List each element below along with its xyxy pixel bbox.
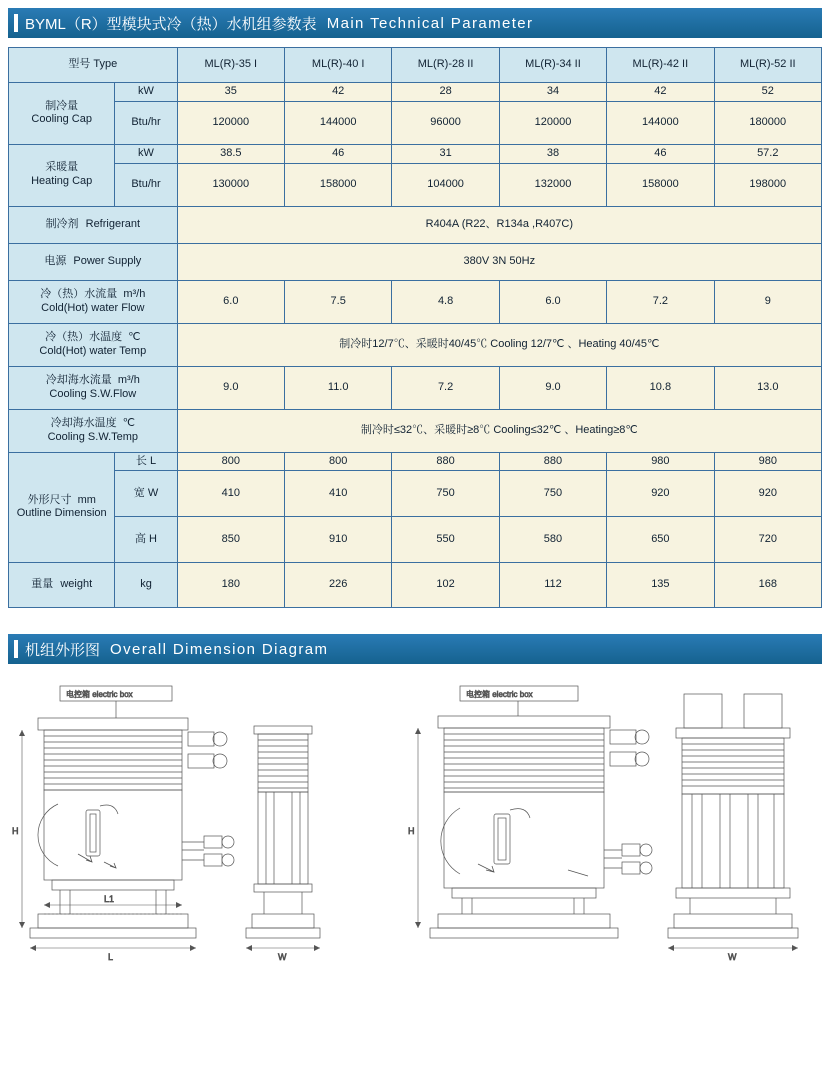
row-label-cooling-cap [9, 83, 115, 145]
cell-value: 11.0 [285, 366, 392, 409]
table-header-row [9, 48, 822, 83]
cell-value: 120000 [177, 101, 284, 144]
row-label-en: Cooling S.W.Flow [49, 387, 137, 400]
cell-value: 104000 [392, 163, 499, 206]
row-label-cn: 冷却海水温度 [50, 416, 117, 429]
row-label-en: Cold(Hot) water Flow [41, 301, 145, 314]
cell-value: 180000 [714, 101, 821, 144]
table-row [9, 366, 822, 409]
table-row [9, 409, 822, 452]
cell-value: 850 [177, 517, 284, 563]
accent-tick [14, 14, 18, 32]
cell-value: 57.2 [714, 144, 821, 163]
row-label-unit: m³/h [123, 287, 146, 300]
row-unit-length: 长 L [115, 452, 177, 471]
row-label-outline-dimension [9, 452, 115, 563]
row-unit-kw: kW [115, 83, 177, 102]
dim-h-right: H [408, 826, 415, 837]
row-label-cn: 电源 [44, 254, 67, 267]
spec-title-cn: BYML（R）型模块式冷（热）水机组参数表 [25, 15, 317, 33]
row-label-en: Heating Cap [31, 175, 93, 188]
cell-value: 180 [177, 563, 284, 608]
row-label-en: Cold(Hot) water Temp [39, 344, 147, 357]
cell-value: 168 [714, 563, 821, 608]
table-row [9, 280, 822, 323]
cell-value: 550 [392, 517, 499, 563]
table-row [9, 163, 822, 206]
cell-value: 96000 [392, 101, 499, 144]
cell-value: 580 [499, 517, 606, 563]
diagram-title-cn: 机组外形图 [25, 641, 101, 659]
cell-value: 112 [499, 563, 606, 608]
cell-value: 10.8 [607, 366, 714, 409]
document-page [0, 8, 830, 1072]
cell-value: 980 [714, 452, 821, 471]
cell-value: 9 [714, 280, 821, 323]
cell-value: 880 [392, 452, 499, 471]
row-label-water-flow [9, 280, 178, 323]
accent-tick [14, 640, 18, 658]
row-label-heating-cap [9, 144, 115, 206]
row-label-weight [9, 563, 115, 608]
cell-value: 13.0 [714, 366, 821, 409]
row-label-en: Cooling Cap [31, 113, 92, 126]
cell-value: 800 [177, 452, 284, 471]
row-label-cn: 外形尺寸 [27, 493, 72, 506]
cell-value: 46 [607, 144, 714, 163]
cell-power-value: 380V 3N 50Hz [177, 243, 821, 280]
row-label-unit: ℃ [128, 330, 141, 343]
row-unit-kw: kW [115, 144, 177, 163]
diagram-svg [8, 674, 822, 964]
header-model-3: ML(R)-28 II [392, 48, 499, 83]
cell-value: 34 [499, 83, 606, 102]
cell-value: 144000 [607, 101, 714, 144]
cell-value: 158000 [607, 163, 714, 206]
row-label-cn: 制冷剂 [45, 217, 79, 230]
cell-value: 120000 [499, 101, 606, 144]
dim-l-left: L [108, 952, 114, 963]
cell-value: 38 [499, 144, 606, 163]
specification-table [8, 47, 822, 608]
cell-value: 132000 [499, 163, 606, 206]
cell-value: 650 [607, 517, 714, 563]
row-label-sw-temp [9, 409, 178, 452]
cell-value: 910 [285, 517, 392, 563]
row-label-en: Refrigerant [85, 217, 141, 230]
cell-value: 38.5 [177, 144, 284, 163]
table-row [9, 144, 822, 163]
cell-value: 226 [285, 563, 392, 608]
cell-value: 7.2 [607, 280, 714, 323]
row-unit-height: 高 H [115, 517, 177, 563]
cell-value: 7.5 [285, 280, 392, 323]
header-model-5: ML(R)-42 II [607, 48, 714, 83]
cell-value: 920 [607, 471, 714, 517]
dim-w-left: W [278, 952, 287, 963]
table-row [9, 83, 822, 102]
row-label-cn: 冷（热）水温度 [45, 330, 123, 343]
table-row [9, 323, 822, 366]
table-row [9, 471, 822, 517]
table-row [9, 452, 822, 471]
row-label-unit: mm [77, 493, 96, 506]
cell-value: 102 [392, 563, 499, 608]
row-unit-btu: Btu/hr [115, 101, 177, 144]
electric-box-label-left: 电控箱 electric box [66, 690, 133, 700]
cell-value: 130000 [177, 163, 284, 206]
cell-value: 6.0 [499, 280, 606, 323]
spec-title-en: Main Technical Parameter [326, 14, 534, 32]
row-unit-btu: Btu/hr [115, 163, 177, 206]
cell-value: 135 [607, 563, 714, 608]
cell-refrigerant-value: R404A (R22、R134a ,R407C) [177, 206, 821, 243]
row-label-sw-flow [9, 366, 178, 409]
row-label-cn: 冷（热）水流量 [40, 287, 118, 300]
dim-h-left: H [12, 826, 19, 837]
cell-water-temp-value: 制冷时12/7℃、采暖时40/45℃ Cooling 12/7℃ 、Heating 40/45℃ [177, 323, 821, 366]
cell-value: 9.0 [177, 366, 284, 409]
cell-value: 410 [177, 471, 284, 517]
header-model-1: ML(R)-35 I [177, 48, 284, 83]
row-label-unit: ℃ [122, 416, 136, 429]
row-unit-kg: kg [115, 563, 177, 608]
left-unit-front-view [12, 686, 234, 962]
row-label-power [9, 243, 178, 280]
header-type: 型号 Type [9, 48, 178, 83]
row-label-cn: 制冷量 [45, 99, 79, 112]
row-label-water-temp [9, 323, 178, 366]
cell-value: 158000 [285, 163, 392, 206]
electric-box-label-right: 电控箱 electric box [466, 690, 533, 700]
cell-value: 980 [607, 452, 714, 471]
overall-dimension-diagram [8, 674, 822, 964]
cell-sw-temp-value: 制冷时≤32℃、采暖时≥8℃ Cooling≤32℃ 、Heating≥8℃ [177, 409, 821, 452]
header-model-4: ML(R)-34 II [499, 48, 606, 83]
cell-value: 750 [392, 471, 499, 517]
cell-value: 35 [177, 83, 284, 102]
row-label-en: Cooling S.W.Temp [47, 430, 139, 443]
dim-l1-left: L1 [104, 894, 115, 905]
table-row [9, 517, 822, 563]
dim-w-right: W [728, 952, 737, 963]
cell-value: 4.8 [392, 280, 499, 323]
cell-value: 720 [714, 517, 821, 563]
row-label-en: Outline Dimension [16, 507, 107, 520]
header-model-2: ML(R)-40 I [285, 48, 392, 83]
header-model-6: ML(R)-52 II [714, 48, 821, 83]
row-label-en: Power Supply [73, 254, 142, 267]
cell-value: 144000 [285, 101, 392, 144]
cell-value: 800 [285, 452, 392, 471]
cell-value: 9.0 [499, 366, 606, 409]
table-row [9, 206, 822, 243]
diagram-section-header [8, 634, 822, 664]
row-unit-width: 宽 W [115, 471, 177, 517]
right-unit-side-view [668, 694, 798, 962]
row-label-cn: 重量 [31, 578, 54, 591]
diagram-title-en: Overall Dimension Diagram [110, 640, 329, 658]
table-row [9, 563, 822, 608]
row-label-cn: 采暖量 [45, 161, 79, 174]
cell-value: 7.2 [392, 366, 499, 409]
cell-value: 46 [285, 144, 392, 163]
cell-value: 52 [714, 83, 821, 102]
row-label-cn: 冷却海水流量 [45, 373, 112, 386]
row-label-en: weight [60, 578, 93, 591]
row-label-refrigerant [9, 206, 178, 243]
cell-value: 42 [285, 83, 392, 102]
cell-value: 920 [714, 471, 821, 517]
cell-value: 198000 [714, 163, 821, 206]
right-unit-front-view [408, 686, 652, 938]
row-label-unit: m³/h [117, 373, 140, 386]
cell-value: 6.0 [177, 280, 284, 323]
cell-value: 410 [285, 471, 392, 517]
table-row [9, 101, 822, 144]
cell-value: 42 [607, 83, 714, 102]
cell-value: 750 [499, 471, 606, 517]
cell-value: 880 [499, 452, 606, 471]
spec-section-header [8, 8, 822, 38]
table-row [9, 243, 822, 280]
cell-value: 31 [392, 144, 499, 163]
cell-value: 28 [392, 83, 499, 102]
left-unit-side-view [246, 726, 320, 962]
